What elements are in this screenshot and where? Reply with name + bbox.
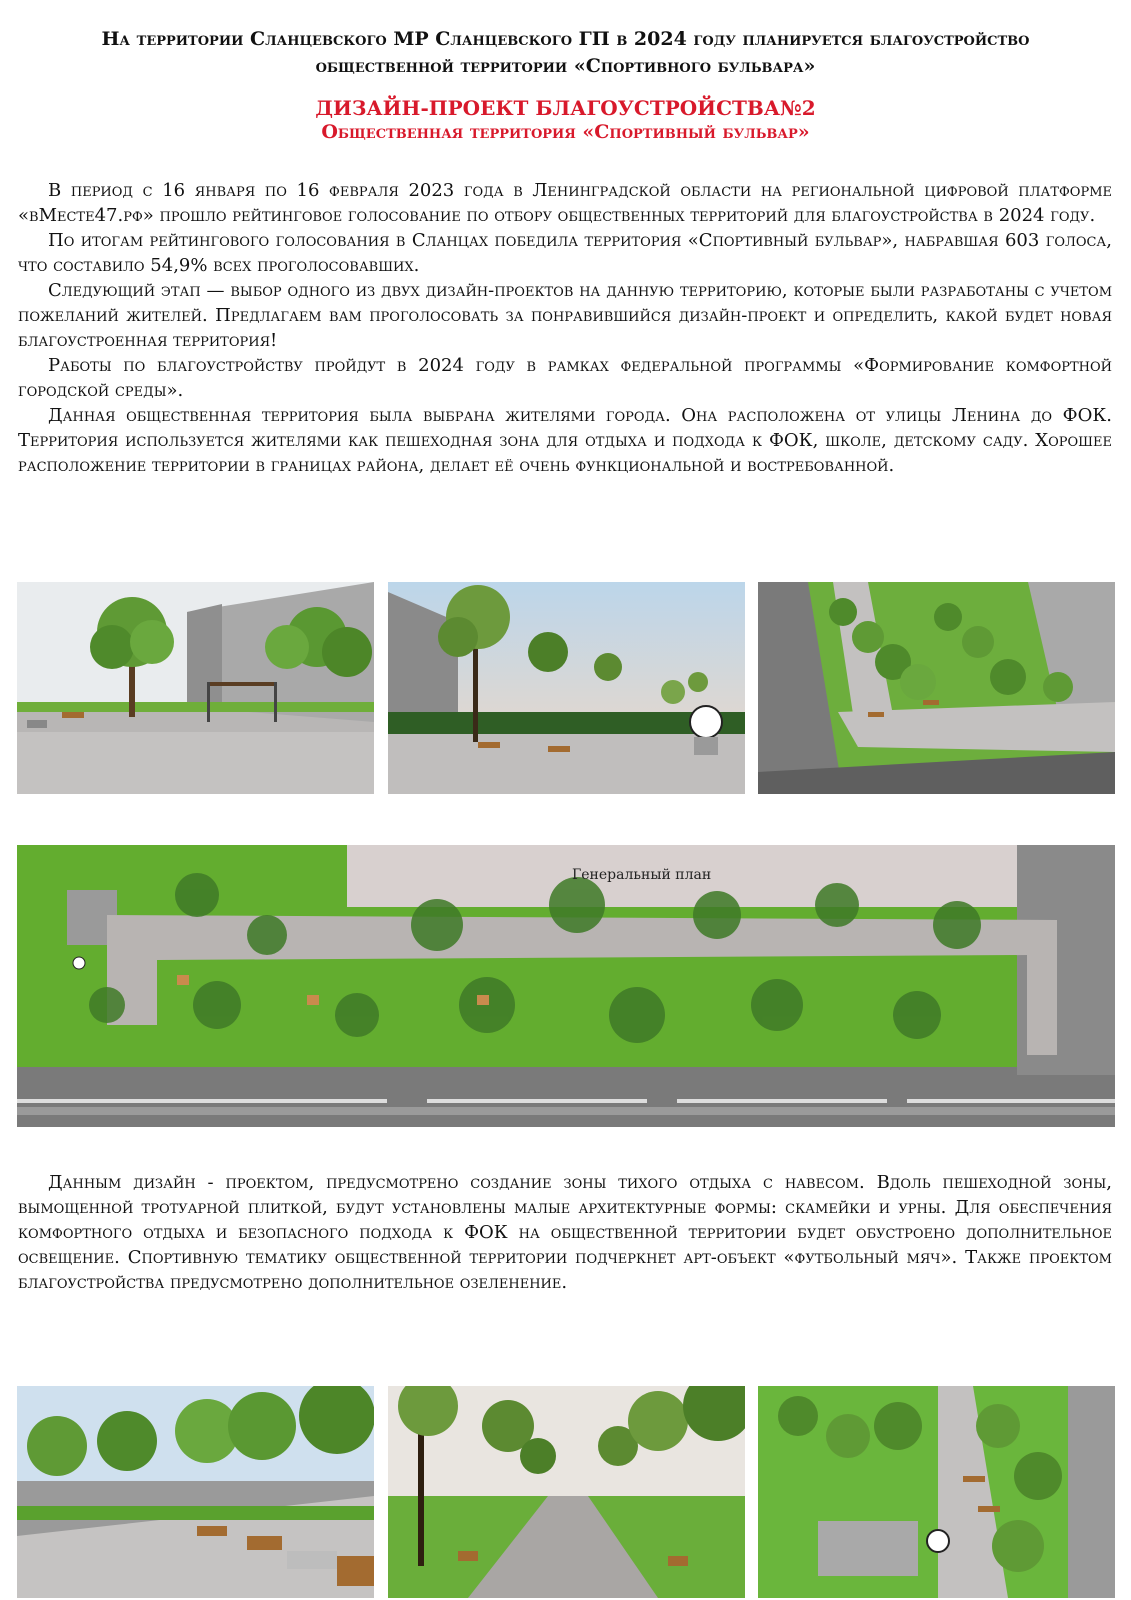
intro-paragraph-2: По итогам рейтингового голосования в Сланцах победила территория «Спортивный бульвар», набравшая 603 голоса, что составило 54,9% всех проголосовавших. bbox=[18, 230, 1112, 276]
project-title-main: ДИЗАЙН-ПРОЕКТ БЛАГОУСТРОЙСТВА№2 bbox=[315, 96, 816, 120]
intro-paragraph-5: Данная общественная территория была выбрана жителями города. Она расположена от улицы Ленина до ФОК. Территория используется жителями как пешеходная зона для отдыха и подхода к ФОК, школе, детскому саду. Хорошее расположение территории в границах района, делает её очень функциональной и востребованной. bbox=[18, 405, 1112, 476]
render-gallery-bottom bbox=[17, 1386, 1115, 1598]
page-header bbox=[30, 26, 1101, 80]
description-paragraph-1: Данным дизайн - проектом, предусмотрено создание зоны тихого отдыха с навесом. Вдоль пешеходной зоны, вымощенной тротуарной плиткой, будут установлены малые архитектурные формы: скамейки и урны. Для обеспечения комфортного отдыха и безопасного подхода к ФОК на общественной территории будет обустроено дополнительное освещение. Спортивную тематику общественной территории подчеркнет арт-объект «футбольный мяч». Также проектом благоустройства предусмотрено дополнительное озеленение. bbox=[18, 1172, 1112, 1293]
general-plan bbox=[17, 845, 1115, 1127]
project-title bbox=[30, 96, 1101, 144]
render-image-4 bbox=[17, 1386, 374, 1598]
intro-paragraph-1: В период с 16 января по 16 февраля 2023 года в Ленинградской области на региональной цифровой платформе «вМесте47.рф» прошло рейтинговое голосование по отбору общественных территорий для благоустройства в 2024 году. bbox=[18, 180, 1112, 226]
render-image-2 bbox=[388, 582, 745, 794]
intro-paragraph-3: Следующий этап — выбор одного из двух дизайн-проектов на данную территорию, которые были разработаны с учетом пожеланий жителей. Предлагаем вам проголосовать за понравившийся дизайн-проект и определить, какой будет новая благоустроенная территория! bbox=[18, 280, 1112, 351]
render-image-1 bbox=[17, 582, 374, 794]
header-line-1: На территории Сланцевского МР Сланцевского ГП в 2024 году планируется благоустройство bbox=[101, 28, 1030, 50]
render-image-3 bbox=[758, 582, 1115, 794]
render-image-5 bbox=[388, 1386, 745, 1598]
header-line-2: общественной территории «Спортивного бульвара» bbox=[315, 55, 816, 77]
description-text bbox=[18, 1170, 1112, 1295]
render-image-6 bbox=[758, 1386, 1115, 1598]
intro-text bbox=[18, 178, 1112, 478]
intro-paragraph-4: Работы по благоустройству пройдут в 2024 году в рамках федеральной программы «Формирование комфортной городской среды». bbox=[18, 355, 1112, 401]
general-plan-label: Генеральный план bbox=[572, 867, 712, 883]
project-title-sub: Общественная территория «Спортивный бульвар» bbox=[321, 121, 810, 143]
render-gallery-top bbox=[17, 582, 1115, 794]
